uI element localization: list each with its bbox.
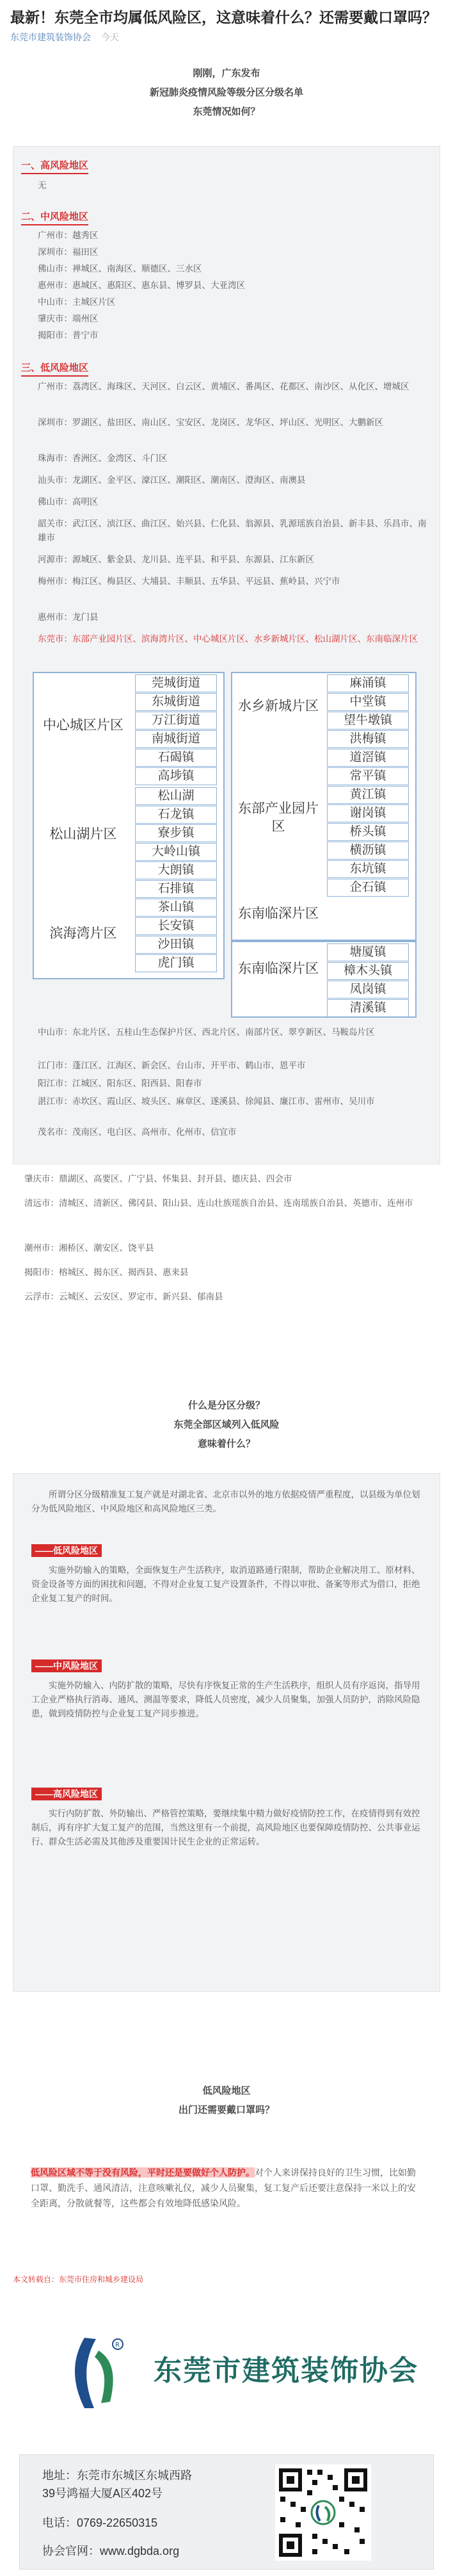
dongguan-line: 东莞市：东部产业园片区、滨海湾片区、中心城区片区、水乡新城片区、松山湖片区、东南临深片区 xyxy=(38,634,418,644)
low-risk-line: 揭阳市：榕城区、揭东区、揭西县、惠来县 xyxy=(24,1268,189,1277)
low-risk-line: 清远市：清城区、清新区、佛冈县、阳山县、连山壮族瑶族自治县、连南瑶族自治县、英德市、连州市 xyxy=(24,1198,413,1208)
intro-line: 刚刚，广东发布 xyxy=(193,68,260,79)
town-cell: 中堂镇 xyxy=(327,693,409,711)
explain-paragraph: 所谓分区分级精准复工复产就是对湖北省、北京市以外的地方依据疫情严重程度，以县级为单位划分为低风险地区、中风险地区和高风险地区三类。 xyxy=(31,1490,420,1513)
high-risk-paragraph: 实行内防扩散、外防输出、严格管控策略，要继续集中精力做好疫情防控工作，在疫情得到有效控制后，再有序扩大复工复产的范围，当然这里有一个前提，高风险地区也要保障疫情防控、公共事业运行、群众生活必需及其他涉及重要国计民生企业的正常运转。 xyxy=(31,1809,420,1846)
mid-risk-line: 肇庆市：端州区 xyxy=(38,314,99,323)
mid-risk-paragraph: 实施外防输入、内防扩散的策略，尽快有序恢复正常的生产生活秩序，组织人员有序返岗，指导用工企业严格执行消毒、通风、测温等要求，降低人员密度，减少人员聚集，加强人员防护，消除风险隐患，做到疫情防控与企业复工复产同步推进。 xyxy=(31,1681,420,1718)
town-cell: 南城街道 xyxy=(135,730,217,748)
town-cell: 东坑镇 xyxy=(327,860,409,878)
article-title: 最新！东莞全市均属低风险区，这意味着什么？还需要戴口罩吗？ xyxy=(10,9,437,26)
town-cell: 谢岗镇 xyxy=(327,804,409,822)
town-cell: 莞城街道 xyxy=(135,674,217,692)
author-link[interactable]: 东莞市建筑装饰协会 xyxy=(10,32,91,42)
town-cell: 石龙镇 xyxy=(135,806,217,824)
question-line: 什么是分区分级？ xyxy=(187,1400,265,1411)
town-cell: 沙田镇 xyxy=(135,936,217,954)
intro-line: 新冠肺炎疫情风险等级分区分级名单 xyxy=(149,87,303,98)
contact-address-2: 39号鸿福大厦A区402号 xyxy=(42,2487,163,2500)
town-cell: 塘厦镇 xyxy=(327,943,409,961)
low-risk-line: 韶关市：武江区、浈江区、曲江区、始兴县、仁化县、翁源县、乳源瑶族自治县、新丰县、乐昌市、南雄市 xyxy=(38,519,427,542)
town-cell: 横沥镇 xyxy=(327,842,409,860)
town-cell: 石排镇 xyxy=(135,880,217,898)
high-risk-label: ——高风险地区 xyxy=(31,1788,102,1800)
zone-name-dongnan-lower: 东南临深片区 xyxy=(238,961,319,976)
town-cell: 洪梅镇 xyxy=(327,730,409,748)
mid-risk-line: 揭阳市：普宁市 xyxy=(38,330,99,340)
town-cell: 大朗镇 xyxy=(135,861,217,879)
mid-risk-label: ——中风险地区 xyxy=(31,1659,102,1672)
low-risk-heading: 三、低风险地区 xyxy=(21,361,88,377)
town-cell: 企石镇 xyxy=(327,879,409,897)
town-cell: 茶山镇 xyxy=(135,899,217,917)
town-cell: 常平镇 xyxy=(327,767,409,785)
intro-line: 东莞情况如何？ xyxy=(193,106,260,117)
intro-block xyxy=(0,64,453,122)
svg-text:R: R xyxy=(115,2342,120,2349)
low-risk-line: 河源市：源城区、紫金县、龙川县、连平县、和平县、东源县、江东新区 xyxy=(38,555,314,564)
town-cell: 石碣镇 xyxy=(135,749,217,767)
mid-risk-heading: 二、中风险地区 xyxy=(21,209,88,225)
dongguan-zones-table xyxy=(26,672,423,979)
low-risk-line: 深圳市：罗湖区、盐田区、南山区、宝安区、龙岗区、龙华区、坪山区、光明区、大鹏新区 xyxy=(38,418,383,427)
publish-time: 今天 xyxy=(100,32,119,42)
mid-risk-line: 惠州市：惠城区、惠阳区、惠东县、博罗县、大亚湾区 xyxy=(38,281,245,290)
low-risk-line: 阳江市：江城区、阳东区、阳西县、阳春市 xyxy=(38,1079,202,1088)
town-cell: 黄江镇 xyxy=(327,786,409,804)
association-logo-text: 东莞市建筑装饰协会 xyxy=(154,2355,418,2386)
low-risk-line: 珠海市：香洲区、金湾区、斗门区 xyxy=(38,453,168,463)
article-meta xyxy=(10,31,119,44)
zone-name-shuixiang: 水乡新城片区 xyxy=(238,699,319,713)
mid-risk-line: 深圳市：福田区 xyxy=(38,247,99,257)
source-note: 本文转载自：东莞市住房和城乡建设局 xyxy=(13,2275,144,2284)
question-line: 意味着什么？ xyxy=(197,1439,255,1449)
low-risk-line: 佛山市：高明区 xyxy=(38,497,99,507)
mask-question-block xyxy=(0,2082,453,2120)
town-cell: 清溪镇 xyxy=(327,999,409,1017)
risk-list-panel xyxy=(13,146,440,1164)
town-cell: 寮步镇 xyxy=(135,824,217,842)
question-line: 低风险地区 xyxy=(202,2085,251,2096)
low-risk-line: 潮州市：湘桥区、潮安区、饶平县 xyxy=(24,1243,154,1253)
town-cell: 凤岗镇 xyxy=(327,981,409,999)
mask-paragraph xyxy=(31,2165,422,2211)
contact-address: 地址：东莞市东城区东城西路 xyxy=(42,2469,192,2482)
association-logo-icon xyxy=(59,2331,136,2415)
low-risk-line: 云浮市：云城区、云安区、罗定市、新兴县、郁南县 xyxy=(24,1292,223,1301)
low-risk-line: 汕头市：龙湖区、金平区、濠江区、潮阳区、潮南区、澄海区、南澳县 xyxy=(38,475,306,485)
zone-name-dongbu: 东部产业园片区 xyxy=(238,801,319,834)
mask-highlight: 低风险区域不等于没有风险，平时还是要做好个人防护。 xyxy=(31,2167,255,2178)
low-risk-line: 肇庆市：鼎湖区、高要区、广宁县、怀集县、封开县、德庆县、四会市 xyxy=(24,1174,292,1184)
town-cell: 大岭山镇 xyxy=(135,843,217,861)
low-risk-paragraph: 实施外防输入的策略，全面恢复生产生活秩序，取消道路通行限制，帮助企业解决用工、原材料、资金设备等方面的困扰和问题，不得对企业复工复产设置条件，不得以审批、备案等形式为借口，拒绝企业复工复产的时间。 xyxy=(31,1565,420,1603)
question-block xyxy=(0,1396,453,1454)
zone-name-songshan: 松山湖片区 xyxy=(49,827,117,842)
low-risk-line: 江门市：蓬江区、江海区、新会区、台山市、开平市、鹤山市、恩平市 xyxy=(38,1061,306,1070)
town-cell: 长安镇 xyxy=(135,917,217,935)
high-risk-none: 无 xyxy=(38,181,47,190)
town-cell: 松山湖 xyxy=(135,787,217,805)
low-risk-line: 湛江市：赤坎区、霞山区、坡头区、麻章区、遂溪县、徐闻县、廉江市、雷州市、吴川市 xyxy=(38,1096,375,1106)
mid-risk-line: 佛山市：禅城区、南海区、顺德区、三水区 xyxy=(38,264,202,273)
town-cell: 樟木头镇 xyxy=(327,962,409,980)
low-risk-line: 茂名市：茂南区、电白区、高州市、化州市、信宜市 xyxy=(38,1127,237,1137)
low-risk-line: 梅州市：梅江区、梅县区、大埔县、丰顺县、五华县、平远县、蕉岭县、兴宁市 xyxy=(38,576,340,586)
low-risk-line: 惠州市：龙门县 xyxy=(38,612,99,622)
zone-name-binhai: 滨海湾片区 xyxy=(49,926,117,941)
town-cell: 东城街道 xyxy=(135,693,217,711)
high-risk-heading: 一、高风险地区 xyxy=(21,158,88,174)
town-cell: 麻涌镇 xyxy=(327,674,409,692)
town-cell: 望牛墩镇 xyxy=(327,712,409,730)
mid-risk-line: 广州市：越秀区 xyxy=(38,231,99,240)
mid-risk-line: 中山市：主城区片区 xyxy=(38,297,116,307)
town-cell: 桥头镇 xyxy=(327,823,409,841)
explain-panel xyxy=(13,1473,440,1992)
low-risk-line: 中山市：东北片区、五桂山生态保护片区、西北片区、南部片区、翠亨新区、马鞍岛片区 xyxy=(38,1027,375,1037)
town-cell: 道滘镇 xyxy=(327,749,409,767)
low-risk-line: 广州市：荔湾区、海珠区、天河区、白云区、黄埔区、番禺区、花都区、南沙区、从化区、增城区 xyxy=(38,382,409,391)
low-risk-label: ——低风险地区 xyxy=(31,1544,102,1557)
contact-website[interactable]: 协会官网：www.dgbda.org xyxy=(42,2545,180,2557)
town-cell: 高埗镇 xyxy=(135,767,217,785)
town-cell: 虎门镇 xyxy=(135,954,217,972)
question-line: 东莞全部区域列入低风险 xyxy=(173,1419,280,1430)
qr-code-icon xyxy=(275,2465,371,2561)
zone-name-dongnan: 东南临深片区 xyxy=(238,906,319,921)
contact-phone: 电话：0769-22650315 xyxy=(42,2516,158,2529)
question-line: 出门还需要戴口罩吗？ xyxy=(178,2105,274,2115)
zone-name-center: 中心城区片区 xyxy=(43,718,123,733)
town-cell: 万江街道 xyxy=(135,712,217,730)
mask-rest: 对个人来讲保持良好的卫生习惯，比如勤口罩、勤洗手、通风清洁，注意咳嗽礼仪，减少人员聚集，复工复产后还要注意保持一米以上的安全距离，分散就餐等，这些都会有效地降低感染风险。 xyxy=(31,2167,416,2208)
